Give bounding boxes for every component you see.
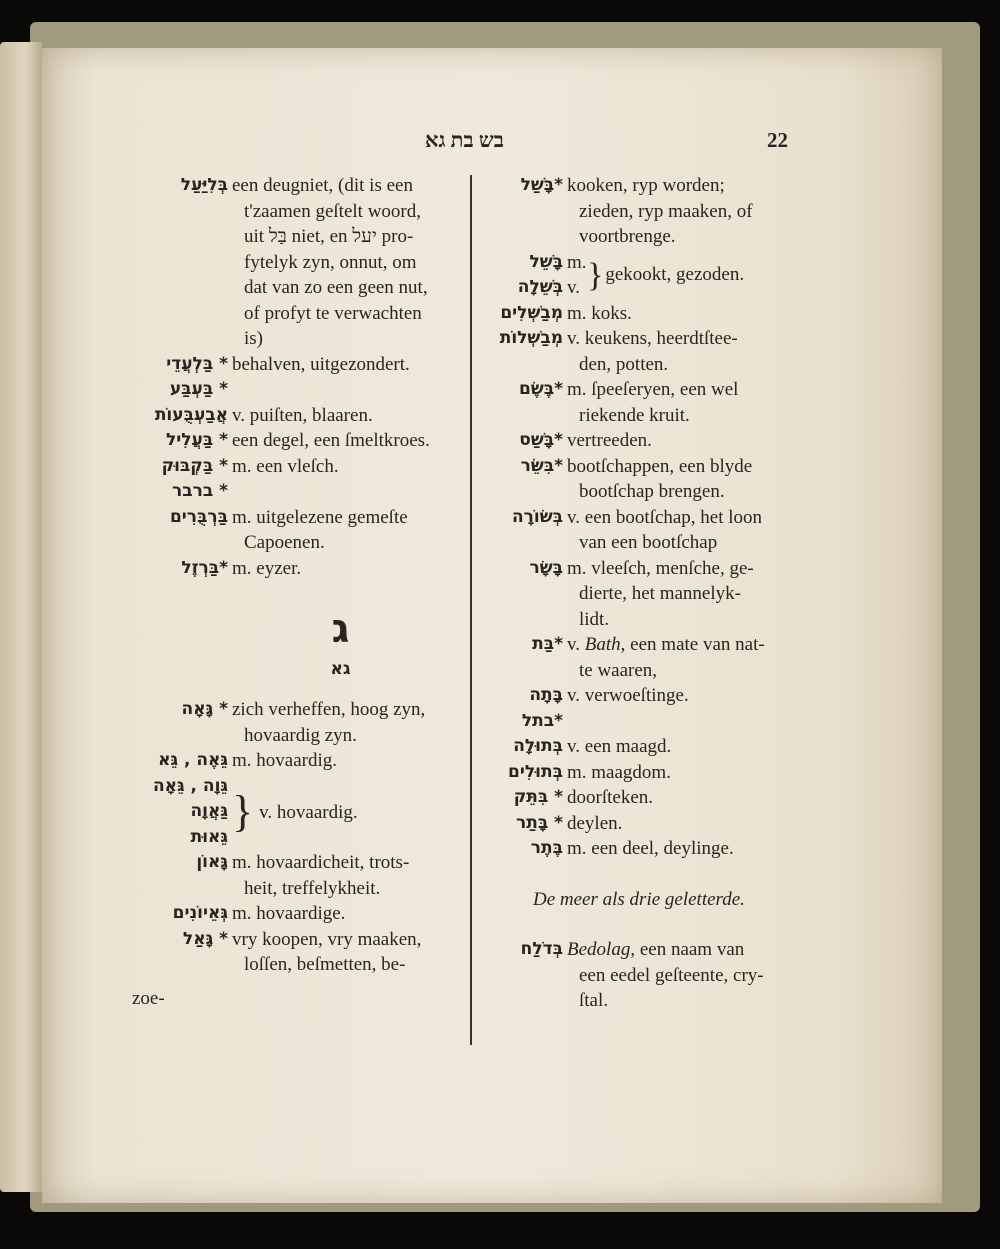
definition — [567, 836, 793, 862]
dictionary-entry — [128, 505, 463, 556]
hebrew-headword: גֵּוָה , גֵּאָה — [152, 775, 228, 796]
definition — [232, 352, 463, 378]
definition-line: m. eyzer. — [232, 557, 302, 579]
hebrew-headword: * ברבר — [171, 481, 228, 501]
dictionary-entry — [463, 428, 793, 454]
definition-line: v. puiſten, blaaren. — [232, 404, 373, 426]
definition-line: v. een maagd. — [567, 736, 672, 757]
definition — [567, 734, 793, 760]
dictionary-entry — [128, 377, 463, 403]
dictionary-entry — [463, 301, 793, 327]
definition — [232, 748, 463, 774]
brace: } — [587, 256, 604, 294]
dictionary-entry — [128, 403, 463, 429]
hebrew-headword: * בַּעֲלִיל — [165, 430, 228, 450]
definition-line: vry koopen, vry maaken, — [232, 928, 422, 950]
dictionary-entry — [128, 352, 463, 378]
hebrew-headword: * גָּאַל — [182, 928, 228, 949]
dictionary-entry — [463, 173, 793, 250]
hebrew-headword: בְּלִיַּעַל — [180, 175, 228, 195]
definition-line: m. ſpeeſeryen, een wel — [567, 379, 739, 400]
definition — [232, 850, 463, 901]
definition-line: is) — [244, 328, 263, 349]
definition — [232, 556, 463, 582]
hebrew-headword: * בִּתֵּק — [513, 787, 563, 807]
definition-line: bootſchap brengen. — [579, 481, 725, 502]
hebrew-headword: *בַּת — [532, 634, 563, 654]
hebrew-headword: גֵּאֶה , גֵּא — [158, 750, 228, 770]
definition-line: Capoenen. — [244, 532, 325, 553]
hebrew-headword: *בִּשֵּׂר — [520, 455, 563, 476]
definition-line: vertreeden. — [567, 430, 652, 451]
hebrew-group — [128, 774, 232, 851]
definition-line: den, potten. — [579, 353, 669, 375]
hebrew-headword: גֵּאוּת — [190, 826, 228, 847]
dictionary-entry — [128, 479, 463, 505]
definition-line — [567, 709, 793, 735]
definition — [567, 556, 793, 633]
definition-line: een eedel geſteente, cry- — [579, 964, 764, 986]
definition-line: v. Bath, een mate van nat- — [567, 634, 765, 655]
definition-line: een deugniet, (dit is een — [232, 175, 413, 196]
brace: } — [232, 786, 254, 836]
hebrew-headword: * בַּלְעֲדֵי — [166, 353, 228, 374]
definition — [567, 377, 793, 428]
hebrew-headword: בְּתוּלָה — [513, 736, 563, 756]
hebrew-headword: *בָּשַׁל — [520, 175, 563, 195]
dictionary-entry — [463, 709, 793, 735]
definition-line: v. keukens, heerdtſtee- — [567, 328, 738, 349]
gender-label: v. — [567, 277, 581, 298]
dictionary-entry — [463, 760, 793, 786]
definition-line: behalven, uitgezondert. — [232, 353, 410, 375]
hebrew-headword: * בַּעְבַּע — [169, 379, 228, 399]
hebrew-headword: בָּשֵׁל — [529, 251, 563, 272]
definition-line: hovaardig zyn. — [244, 724, 357, 746]
bracket-group — [128, 774, 463, 851]
definition — [232, 505, 463, 556]
hebrew-headword: גְּאֵיוֹנִים — [172, 903, 228, 923]
definition-line: t'zaamen geſtelt woord, — [244, 200, 421, 222]
hebrew-headword: * גָּאָה — [181, 699, 228, 719]
hebrew-headword: גָּאוֹן — [196, 852, 228, 872]
definition-line — [232, 479, 463, 505]
definition-line: m. hovaardige. — [232, 903, 346, 924]
hebrew-headword: בְּשֵׁלָה — [517, 277, 563, 297]
subheading: De meer als drie geletterde. — [533, 888, 745, 910]
definition — [232, 927, 463, 978]
definition-line: riekende kruit. — [579, 404, 690, 426]
hebrew-headword: *בָּשַׁס — [519, 430, 563, 450]
definition-line — [232, 377, 463, 403]
definition — [567, 937, 793, 1014]
definition-line: bootſchappen, een blyde — [567, 455, 753, 477]
dictionary-entry — [463, 734, 793, 760]
dictionary-entry — [128, 850, 463, 901]
hebrew-headword: בָּתָה — [529, 685, 563, 705]
definition-line: m. hovaardig. — [232, 750, 338, 771]
hebrew-headword: בֶּתֶר — [530, 838, 563, 858]
section-letter: ג — [331, 606, 350, 652]
definition-line: m. hovaardicheit, trots- — [232, 852, 410, 873]
definition-line: van een bootſchap — [579, 532, 718, 553]
definition — [232, 479, 463, 505]
definition-line: doorſteken. — [567, 787, 654, 808]
hebrew-headword: *בֶּשֶׂם — [519, 379, 563, 399]
definition-line: zieden, ryp maaken, of — [579, 200, 753, 222]
definition-line: m. uitgelezene gemeſte — [232, 506, 408, 528]
dictionary-entry — [128, 697, 463, 748]
hebrew-headword: מְבַשְּׁלוֹת — [499, 328, 563, 348]
hebrew-headword: בָּשָׂר — [529, 557, 563, 578]
dictionary-entry — [463, 937, 793, 1014]
definition — [232, 428, 463, 454]
definition — [567, 709, 793, 735]
definition — [567, 760, 793, 786]
hebrew-headword: מְבַשְּׁלִים — [500, 302, 563, 323]
dictionary-entry — [463, 785, 793, 811]
definition-line: voortbrenge. — [579, 226, 676, 247]
definition-line: m. maagdom. — [567, 761, 671, 783]
definition — [567, 811, 793, 837]
right-column — [463, 173, 793, 1014]
definition-line: m. koks. — [567, 302, 632, 324]
previous-page-edge — [0, 42, 42, 1192]
definition-line: zich verheffen, hoog zyn, — [232, 699, 426, 720]
definition-line: dierte, het mannelyk- — [579, 583, 741, 604]
hebrew-headword: * בָּתַר — [515, 812, 563, 833]
definition-line: v. verwoeſtinge. — [567, 685, 689, 706]
definition — [567, 326, 793, 377]
definition — [232, 901, 463, 927]
definition — [232, 173, 463, 352]
definition-line: dat van zo een geen nut, — [244, 277, 428, 298]
definition — [232, 454, 463, 480]
dictionary-entry — [128, 927, 463, 978]
definition — [567, 683, 793, 709]
definition-line: uit בַּל niet, en יעל pro- — [244, 226, 414, 247]
definition — [567, 785, 793, 811]
dictionary-entry — [463, 836, 793, 862]
page-number: 22 — [767, 128, 788, 152]
definition — [567, 428, 793, 454]
group-definition: v. hovaardig. — [259, 801, 358, 823]
definition-line: of profyt te verwachten — [244, 302, 422, 324]
hebrew-headword: בְּשׂוֹרָה — [511, 506, 563, 527]
dictionary-entry — [128, 901, 463, 927]
hebrew-group — [463, 250, 567, 301]
hebrew-headword: בְּתוּלִים — [508, 761, 563, 782]
definition-line: m. een deel, deylinge. — [567, 838, 734, 859]
section-root: גא — [330, 658, 351, 679]
definition-line: Bedolag, een naam van — [567, 939, 745, 960]
definition — [567, 173, 793, 250]
dictionary-entry — [463, 556, 793, 633]
definition-line: deylen. — [567, 812, 623, 834]
dictionary-entry — [463, 632, 793, 683]
hebrew-headword: אֲבַעְבֻּעוֹת — [154, 404, 228, 425]
dictionary-entry — [128, 556, 463, 582]
definition-line: ſtal. — [579, 990, 609, 1011]
gender-label: m. — [567, 251, 587, 273]
hebrew-headword: בַּרְבֻּרִים — [169, 506, 228, 527]
dictionary-entry — [128, 173, 463, 352]
definition — [567, 454, 793, 505]
definition-line: loſſen, beſmetten, be- — [244, 954, 406, 975]
hebrew-headword: *בַּרְזֶל — [181, 557, 228, 578]
definition — [567, 632, 793, 683]
definition-line: m. een vleſch. — [232, 455, 339, 477]
definition-line: m. vleeſch, menſche, ge- — [567, 557, 754, 579]
dictionary-entry — [128, 454, 463, 480]
definition-line: lidt. — [579, 608, 610, 630]
dictionary-entry — [463, 454, 793, 505]
definition-line: kooken, ryp worden; — [567, 175, 725, 196]
definition — [232, 697, 463, 748]
running-head: בש בת גא — [425, 128, 504, 152]
definition — [232, 377, 463, 403]
hebrew-headword: גַּאֲוָה — [190, 801, 228, 821]
hebrew-headword: בְּדֹלַח — [520, 939, 563, 959]
dictionary-entry — [463, 811, 793, 837]
definition-line: te waaren, — [579, 659, 658, 681]
dictionary-entry — [463, 326, 793, 377]
definition-line: v. een bootſchap, het loon — [567, 506, 763, 528]
catchword: zoe- — [132, 987, 165, 1009]
dictionary-entry — [128, 748, 463, 774]
hebrew-headword: * בַּקְבּוּק — [161, 455, 228, 476]
definition-line: heit, treffelykheit. — [244, 877, 381, 899]
definition-line: fytelyk zyn, onnut, om — [244, 251, 417, 273]
gender-labels — [567, 250, 587, 301]
dictionary-entry — [128, 428, 463, 454]
dictionary-entry — [463, 505, 793, 556]
definition — [567, 505, 793, 556]
bracket-group — [463, 250, 793, 301]
definition — [567, 301, 793, 327]
hebrew-headword: *בתל — [521, 710, 563, 731]
dictionary-entry — [463, 377, 793, 428]
group-definition: gekookt, gezoden. — [605, 263, 745, 285]
definition — [232, 403, 463, 429]
definition-line: een degel, een ſmeltkroes. — [232, 430, 430, 451]
dictionary-entry — [463, 683, 793, 709]
left-column — [128, 173, 463, 1011]
